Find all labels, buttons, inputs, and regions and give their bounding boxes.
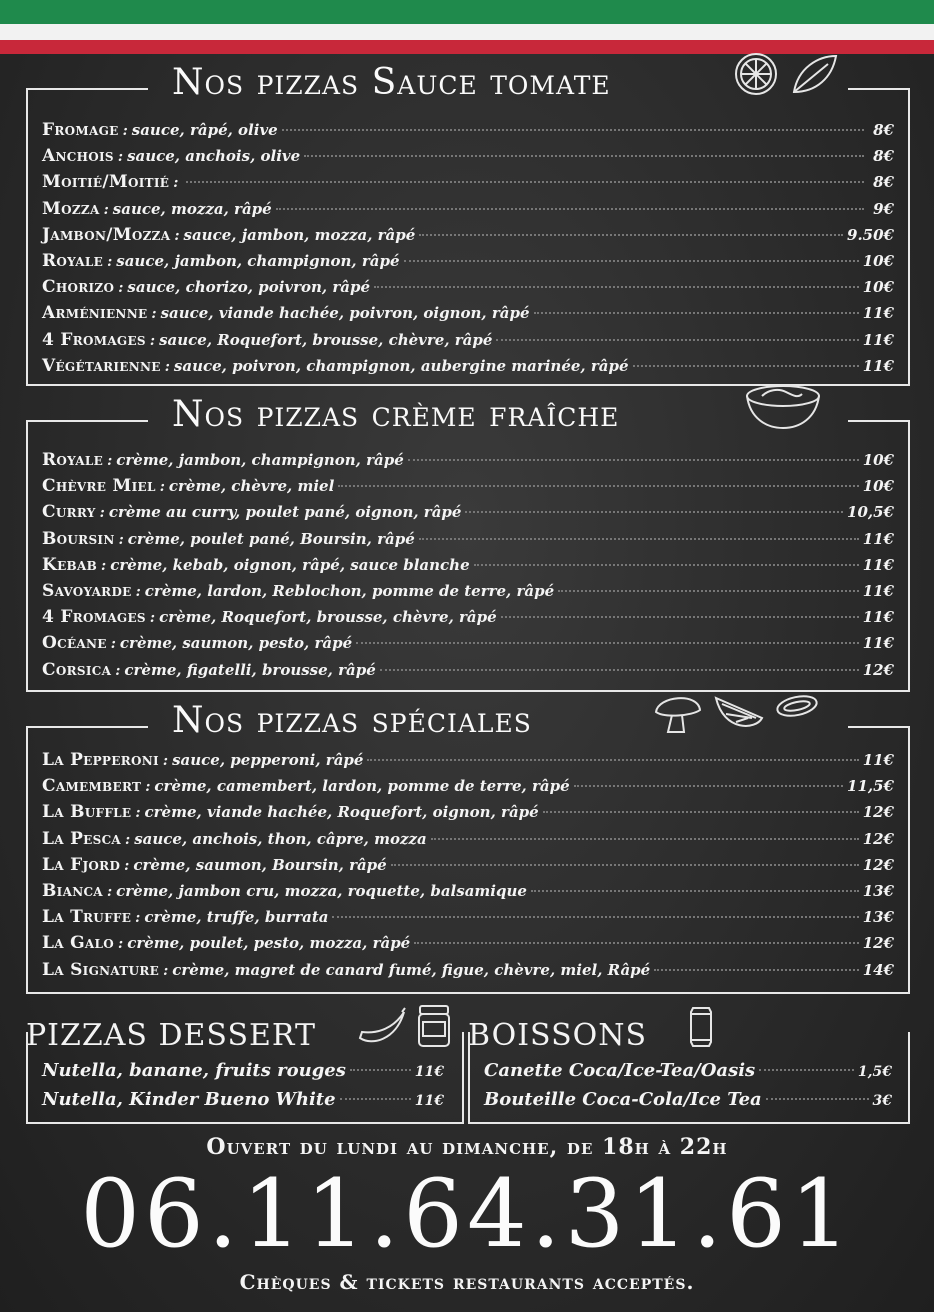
payment-note: Chèques & tickets restaurants acceptés. bbox=[239, 1270, 695, 1294]
section-speciales bbox=[26, 700, 910, 994]
pizza-name: La Truffe bbox=[42, 907, 132, 928]
dot-leader bbox=[531, 890, 859, 892]
menu-item bbox=[42, 581, 894, 607]
pizza-ingredients: sauce, Roquefort, brousse, chèvre, râpé bbox=[159, 330, 493, 349]
menu-item bbox=[42, 660, 894, 686]
desserts-title: PIZZAS DESSERT bbox=[26, 1018, 316, 1053]
dot-leader bbox=[282, 129, 864, 131]
pizza-price: 11€ bbox=[862, 634, 894, 653]
menu-item bbox=[42, 750, 894, 776]
dot-leader bbox=[534, 312, 859, 314]
opening-hours: Ouvert du lundi au dimanche, de 18h à 22h bbox=[206, 1134, 728, 1160]
pizza-ingredients: sauce, poivron, champignon, aubergine marinée, râpé bbox=[173, 356, 629, 375]
pizza-ingredients: crème, saumon, pesto, râpé bbox=[119, 634, 353, 653]
pizza-price: 12€ bbox=[862, 660, 894, 679]
separator: : bbox=[106, 883, 113, 900]
item-price: 11€ bbox=[414, 1093, 444, 1109]
separator: : bbox=[173, 175, 179, 192]
dot-leader bbox=[474, 564, 859, 566]
dot-leader bbox=[356, 642, 859, 644]
dot-leader bbox=[380, 669, 859, 671]
pizza-ingredients: sauce, mozza, râpé bbox=[112, 199, 272, 218]
pizza-name: La Galo bbox=[42, 933, 115, 954]
section-icons bbox=[652, 688, 820, 736]
pizza-ingredients: sauce, anchois, thon, câpre, mozza bbox=[134, 829, 427, 848]
italian-flag-banner bbox=[0, 0, 934, 54]
separator: : bbox=[125, 831, 131, 848]
dot-leader bbox=[766, 1098, 869, 1100]
menu-item bbox=[42, 450, 894, 476]
pizza-price: 12€ bbox=[862, 829, 894, 848]
pizza-ingredients: sauce, jambon, champignon, râpé bbox=[116, 251, 400, 270]
separator: : bbox=[149, 332, 156, 349]
dot-leader bbox=[465, 511, 843, 513]
pizza-name: Curry bbox=[42, 502, 96, 523]
pizza-price: 11€ bbox=[862, 751, 894, 769]
menu-item bbox=[42, 251, 894, 277]
pizza-name: Corsica bbox=[42, 659, 112, 680]
section-creme-fraiche bbox=[26, 394, 910, 692]
pizza-price: 9.50€ bbox=[847, 225, 894, 244]
pizza-ingredients: sauce, râpé, olive bbox=[131, 121, 278, 139]
pizza-name: La Buffle bbox=[42, 802, 132, 823]
pizza-ingredients: crème, chèvre, miel bbox=[168, 477, 335, 496]
menu-item bbox=[42, 225, 894, 251]
pizza-price: 10€ bbox=[862, 451, 894, 469]
pizza-price: 12€ bbox=[862, 855, 894, 874]
pizza-name: Océane bbox=[42, 633, 107, 654]
menu-item bbox=[42, 330, 894, 356]
pizza-ingredients: crème, jambon, champignon, râpé bbox=[116, 451, 404, 469]
dot-leader bbox=[414, 942, 858, 944]
pizza-name: La Fjord bbox=[42, 854, 121, 875]
section-title: Nos pizzas spéciales bbox=[172, 700, 532, 741]
menu-item bbox=[42, 802, 894, 828]
separator: : bbox=[107, 253, 113, 270]
separator: : bbox=[164, 358, 170, 375]
menu-item bbox=[42, 303, 894, 329]
dot-leader bbox=[186, 181, 864, 183]
pizza-name: La Pepperoni bbox=[42, 750, 159, 770]
pizza-ingredients: crème, figatelli, brousse, râpé bbox=[124, 660, 376, 679]
menu-list bbox=[42, 450, 894, 686]
pizza-name: Savoyarde bbox=[42, 580, 132, 601]
dessert-item bbox=[42, 1089, 444, 1118]
menu-item bbox=[42, 120, 894, 146]
separator: : bbox=[117, 149, 124, 166]
pizza-price: 11€ bbox=[862, 555, 894, 574]
pizza-name: Jambon/Mozza bbox=[42, 224, 171, 245]
dot-leader bbox=[496, 339, 858, 341]
menu-item bbox=[42, 199, 894, 225]
dot-leader bbox=[759, 1069, 854, 1071]
pizza-ingredients: crème, magret de canard fumé, figue, chèvre, miel, Râpé bbox=[172, 960, 651, 979]
pizza-ingredients: crème, poulet pané, Boursin, râpé bbox=[127, 529, 415, 548]
separator: : bbox=[124, 857, 130, 874]
dot-leader bbox=[374, 286, 859, 288]
drinks-list bbox=[484, 1060, 892, 1118]
mushroom-icon bbox=[652, 688, 704, 736]
menu-list bbox=[42, 120, 894, 382]
pizza-name: Boursin bbox=[42, 528, 115, 549]
pizza-price: 14€ bbox=[862, 960, 894, 979]
dot-leader bbox=[367, 759, 858, 761]
separator: : bbox=[149, 610, 156, 627]
pizza-price: 11€ bbox=[862, 581, 894, 600]
separator: : bbox=[174, 227, 180, 244]
dot-leader bbox=[304, 155, 864, 157]
cream-bowl-icon bbox=[744, 382, 822, 432]
menu-item bbox=[42, 476, 894, 502]
menu-item bbox=[42, 633, 894, 659]
menu-list bbox=[42, 750, 894, 986]
dot-leader bbox=[340, 1098, 411, 1100]
menu-item bbox=[42, 277, 894, 303]
menu-item bbox=[42, 881, 894, 907]
section-title: Nos pizzas Sauce tomate bbox=[172, 62, 611, 103]
section-title: Nos pizzas crème fraîche bbox=[172, 394, 620, 435]
menu-item bbox=[42, 933, 894, 959]
separator: : bbox=[118, 531, 124, 548]
flag-green-stripe bbox=[0, 0, 934, 24]
tomato-slice-icon bbox=[732, 50, 780, 98]
pizza-price: 8€ bbox=[873, 147, 894, 166]
separator: : bbox=[118, 936, 124, 953]
dot-leader bbox=[543, 811, 859, 813]
separator: : bbox=[135, 583, 141, 600]
desserts-list bbox=[42, 1060, 444, 1118]
pizza-price: 13€ bbox=[862, 881, 894, 900]
phone-number: 06.11.64.31.61 bbox=[80, 1160, 854, 1269]
section-sauce-tomate bbox=[26, 62, 910, 386]
pizza-name: La Pesca bbox=[42, 828, 122, 849]
pizza-price: 11€ bbox=[862, 608, 894, 627]
pizza-ingredients: crème, camembert, lardon, pomme de terre, râpé bbox=[154, 777, 570, 796]
dot-leader bbox=[404, 260, 859, 262]
pizza-name: Anchois bbox=[42, 146, 114, 167]
drink-item bbox=[484, 1089, 892, 1118]
drink-item bbox=[484, 1060, 892, 1089]
dot-leader bbox=[558, 590, 859, 592]
pizza-name: Royale bbox=[42, 450, 104, 470]
menu-item bbox=[42, 555, 894, 581]
section-icons bbox=[732, 50, 840, 98]
separator: : bbox=[110, 636, 116, 653]
pizza-price: 9€ bbox=[873, 199, 894, 218]
pizza-price: 10€ bbox=[862, 477, 894, 496]
separator: : bbox=[163, 962, 169, 979]
item-name: Nutella, banane, fruits rouges bbox=[42, 1060, 346, 1081]
separator: : bbox=[135, 805, 141, 822]
flag-white-stripe bbox=[0, 24, 934, 40]
basil-leaf-icon bbox=[788, 50, 840, 98]
menu-item bbox=[42, 960, 894, 986]
pizza-name: Chorizo bbox=[42, 277, 115, 298]
menu-item bbox=[42, 172, 894, 198]
menu-item bbox=[42, 502, 894, 528]
pizza-ingredients: crème, Roquefort, brousse, chèvre, râpé bbox=[159, 608, 497, 627]
separator: : bbox=[115, 662, 121, 679]
separator: : bbox=[118, 280, 124, 297]
pizza-price: 11€ bbox=[862, 356, 894, 375]
pizza-ingredients: sauce, jambon, mozza, râpé bbox=[183, 225, 416, 244]
pizza-name: Camembert bbox=[42, 776, 142, 797]
pizza-price: 10€ bbox=[862, 278, 894, 297]
pizza-price: 8€ bbox=[873, 173, 894, 192]
separator: : bbox=[159, 479, 165, 496]
pepper-slice-icon bbox=[774, 688, 820, 724]
dot-leader bbox=[431, 838, 859, 840]
dot-leader bbox=[419, 538, 859, 540]
pizza-name: Kebab bbox=[42, 554, 98, 575]
pizza-price: 11€ bbox=[862, 529, 894, 548]
drinks-title: BOISSONS bbox=[468, 1018, 648, 1053]
dot-leader bbox=[408, 459, 859, 461]
pizza-ingredients: sauce, chorizo, poivron, râpé bbox=[127, 278, 371, 297]
pizza-name: Mozza bbox=[42, 198, 100, 219]
pizza-price: 8€ bbox=[873, 121, 894, 139]
item-name: Canette Coca/Ice-Tea/Oasis bbox=[484, 1060, 756, 1081]
menu-item bbox=[42, 529, 894, 555]
separator: : bbox=[107, 453, 113, 469]
pizza-ingredients: crème, kebab, oignon, râpé, sauce blanche bbox=[110, 555, 470, 574]
pizza-name: Moitié/Moitié bbox=[42, 172, 170, 193]
separator: : bbox=[162, 753, 169, 769]
pizza-price: 12€ bbox=[862, 934, 894, 953]
dessert-item bbox=[42, 1060, 444, 1089]
pizza-price: 10€ bbox=[862, 251, 894, 270]
pizza-name: La Signature bbox=[42, 959, 160, 980]
pizza-name: Chèvre Miel bbox=[42, 476, 156, 497]
pizza-price: 12€ bbox=[862, 803, 894, 822]
item-price: 1,5€ bbox=[857, 1064, 892, 1080]
pizza-ingredients: crème, saumon, Boursin, râpé bbox=[133, 855, 387, 874]
dot-leader bbox=[332, 916, 858, 918]
pizza-ingredients: crème, viande hachée, Roquefort, oignon, râpé bbox=[144, 803, 539, 822]
pizza-price: 11,5€ bbox=[847, 777, 894, 796]
section-icons bbox=[744, 382, 822, 432]
pizza-name: Royale bbox=[42, 250, 104, 271]
pizza-name: Bianca bbox=[42, 880, 103, 901]
item-price: 11€ bbox=[414, 1064, 444, 1080]
dot-leader bbox=[338, 485, 858, 487]
pizza-ingredients: sauce, viande hachée, poivron, oignon, râpé bbox=[160, 304, 530, 323]
menu-item bbox=[42, 829, 894, 855]
pizza-ingredients: crème au curry, poulet pané, oignon, râpé bbox=[108, 503, 462, 522]
separator: : bbox=[122, 123, 128, 139]
menu-item bbox=[42, 607, 894, 633]
pizza-ingredients: sauce, pepperoni, râpé bbox=[172, 751, 364, 769]
lemon-slice-icon bbox=[712, 688, 766, 732]
menu-item bbox=[42, 776, 894, 802]
pizza-name: 4 Fromages bbox=[42, 329, 146, 350]
dot-leader bbox=[654, 969, 858, 971]
menu-item bbox=[42, 146, 894, 172]
dot-leader bbox=[574, 785, 843, 787]
pizza-ingredients: crème, jambon cru, mozza, roquette, balsamique bbox=[116, 881, 527, 900]
pizza-price: 13€ bbox=[862, 908, 894, 927]
dot-leader bbox=[276, 208, 864, 210]
dot-leader bbox=[501, 616, 859, 618]
pizza-price: 10,5€ bbox=[847, 503, 894, 522]
menu-item bbox=[42, 855, 894, 881]
menu-item bbox=[42, 907, 894, 933]
pizza-ingredients: crème, truffe, burrata bbox=[144, 908, 329, 927]
separator: : bbox=[103, 201, 109, 218]
pizza-ingredients: sauce, anchois, olive bbox=[127, 147, 301, 166]
dot-leader bbox=[350, 1069, 411, 1071]
separator: : bbox=[135, 910, 141, 927]
separator: : bbox=[101, 557, 107, 574]
pizza-price: 11€ bbox=[862, 304, 894, 323]
dot-leader bbox=[391, 864, 859, 866]
pizza-name: Fromage bbox=[42, 120, 119, 140]
drinks-box bbox=[468, 1032, 910, 1124]
menu-item bbox=[42, 356, 894, 382]
desserts-box bbox=[26, 1032, 464, 1124]
separator: : bbox=[145, 779, 151, 796]
dot-leader bbox=[633, 365, 859, 367]
item-name: Nutella, Kinder Bueno White bbox=[42, 1089, 336, 1110]
item-price: 3€ bbox=[872, 1093, 892, 1109]
pizza-ingredients: crème, lardon, Reblochon, pomme de terre, râpé bbox=[144, 581, 555, 600]
pizza-name: Arménienne bbox=[42, 303, 148, 324]
separator: : bbox=[99, 505, 105, 522]
dot-leader bbox=[419, 234, 843, 236]
pizza-price: 11€ bbox=[862, 330, 894, 349]
item-name: Bouteille Coca-Cola/Ice Tea bbox=[484, 1089, 762, 1110]
pizza-name: Végétarienne bbox=[42, 355, 161, 376]
separator: : bbox=[151, 306, 157, 323]
pizza-ingredients: crème, poulet, pesto, mozza, râpé bbox=[127, 934, 411, 953]
pizza-name: 4 Fromages bbox=[42, 607, 146, 628]
